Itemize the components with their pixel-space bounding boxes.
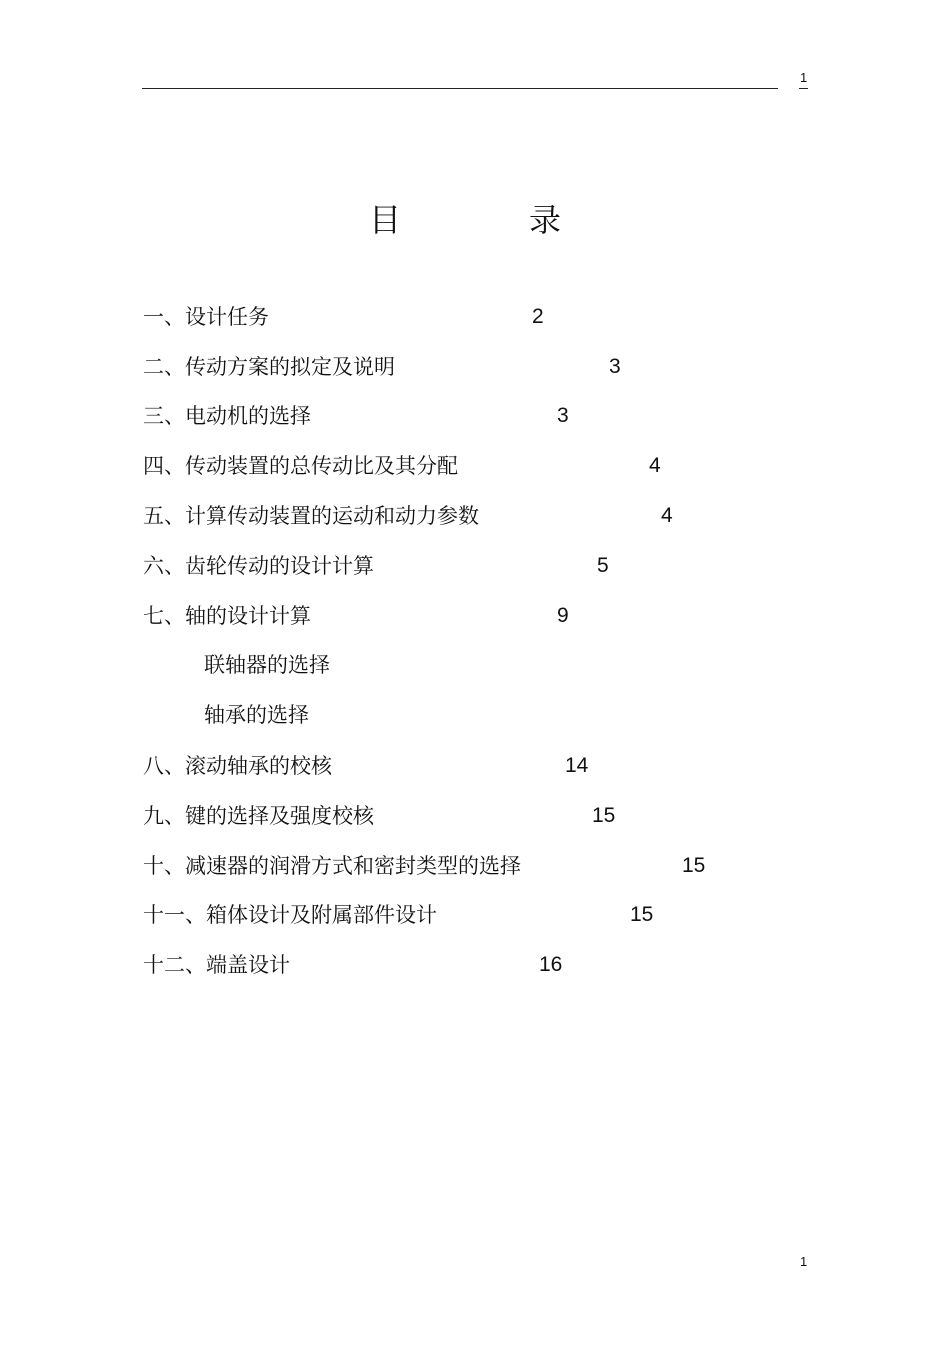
toc-entry-label: 九、键的选择及强度校核 (143, 804, 374, 828)
toc-entry-label: 四、传动装置的总传动比及其分配 (143, 454, 458, 478)
toc-entry-label: 三、电动机的选择 (143, 404, 311, 428)
toc-entry-label: 六、齿轮传动的设计计算 (143, 554, 374, 578)
toc-entry-page: 15 (630, 903, 654, 926)
toc-entry-label: 十一、箱体设计及附属部件设计 (143, 903, 437, 927)
toc-entry[interactable] (0, 401, 950, 431)
toc-entry[interactable] (0, 950, 950, 980)
toc-entry-page: 3 (557, 404, 569, 427)
toc-entry[interactable] (0, 551, 950, 581)
toc-entry-page: 5 (597, 554, 609, 577)
toc-entry[interactable] (0, 751, 950, 781)
toc-entry[interactable] (0, 501, 950, 531)
toc-entry[interactable] (0, 851, 950, 881)
toc-entry-page: 3 (609, 355, 621, 378)
header-page-number: 1 (799, 70, 808, 89)
page-title: 目 录 (368, 201, 609, 239)
toc-entry[interactable] (0, 352, 950, 382)
footer-page-number: 1 (800, 1254, 808, 1269)
toc-entry[interactable] (0, 601, 950, 631)
toc-entry[interactable] (0, 451, 950, 481)
toc-entry-page: 9 (557, 604, 569, 627)
toc-entry-page: 2 (532, 305, 544, 328)
toc-entry[interactable] (0, 302, 950, 332)
toc-subentry[interactable] (0, 700, 950, 730)
toc-entry-label: 十二、端盖设计 (143, 953, 290, 977)
toc-subentry[interactable] (0, 650, 950, 680)
toc-entry[interactable] (0, 801, 950, 831)
toc-entry-label: 五、计算传动装置的运动和动力参数 (143, 504, 479, 528)
toc-entry-page: 14 (565, 754, 589, 777)
toc-entry-page: 15 (592, 804, 616, 827)
toc-entry-label: 八、滚动轴承的校核 (143, 754, 332, 778)
toc-entry-label: 十、减速器的润滑方式和密封类型的选择 (143, 854, 521, 878)
toc-entry-page: 15 (682, 854, 706, 877)
toc-subentry-label: 轴承的选择 (204, 703, 309, 727)
toc-entry-page: 4 (649, 454, 661, 477)
toc-entry-label: 七、轴的设计计算 (143, 604, 311, 628)
toc-entry-page: 4 (661, 504, 673, 527)
toc-entry-label: 一、设计任务 (143, 305, 269, 329)
toc-entry-page: 16 (539, 953, 563, 976)
toc-subentry-label: 联轴器的选择 (204, 653, 330, 677)
toc-entry[interactable] (0, 900, 950, 930)
header-rule (142, 88, 778, 89)
toc-entry-label: 二、传动方案的拟定及说明 (143, 355, 395, 379)
